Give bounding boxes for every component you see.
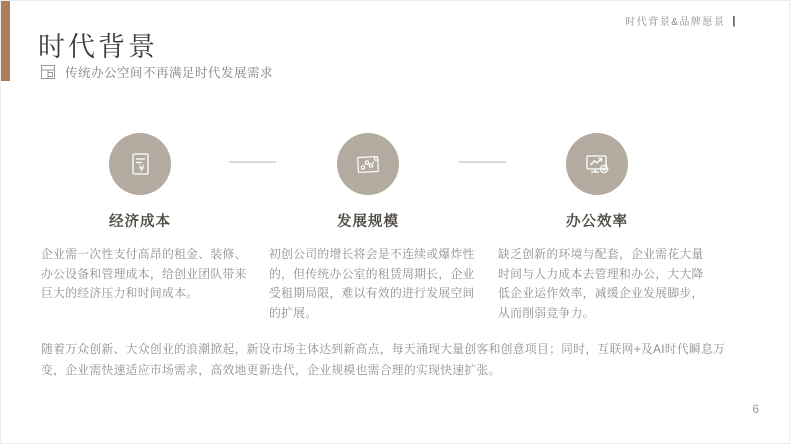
feature-column-economic-cost — [41, 129, 263, 304]
feature-description: 初创公司的增长将会是不连续或爆炸性的，但传统办公室的租赁周期长，企业受租期局限，难以有效的进行发展空间的扩展。 — [269, 247, 475, 320]
grid-layout-icon — [40, 64, 56, 80]
subtitle-label: 传统办公空间不再满足时代发展需求 — [65, 66, 274, 80]
breadcrumb-label: 时代背景&品牌愿景 — [625, 17, 726, 28]
connector-line — [459, 161, 506, 163]
icon-circle — [337, 133, 399, 195]
feature-label: 经济成本 — [109, 214, 171, 230]
page-title: 时代背景 — [38, 32, 158, 62]
growth-chart-icon — [352, 148, 384, 180]
icon-circle — [566, 133, 628, 195]
footer-paragraph: 随着万众创新、大众创业的浪潮掀起，新设市场主体达到新高点，每天涌现大量创客和创意项目；同时，互联网+及AI时代瞬息万变，企业需快速适应市场需求，高效地更新迭代，企业规模也需合理的实现快速扩张。 — [41, 342, 726, 377]
invoice-yuan-icon — [124, 148, 156, 180]
feature-column-office-efficiency — [498, 129, 720, 323]
feature-label: 办公效率 — [566, 214, 628, 230]
monitor-gear-icon — [581, 148, 613, 180]
icon-circle — [109, 133, 171, 195]
breadcrumb — [625, 13, 737, 28]
page-number: 6 — [752, 402, 759, 416]
feature-column-development-scale — [269, 129, 491, 323]
accent-bar — [1, 1, 10, 81]
feature-description: 缺乏创新的环境与配套，企业需花大量时间与人力成本去管理和办公，大大降低企业运作效率，减缓企业发展脚步，从而削弱竞争力。 — [498, 247, 704, 320]
svg-text:¥: ¥ — [138, 163, 145, 175]
subtitle-row — [40, 63, 273, 81]
feature-description: 企业需一次性支付高昂的租金、装修、办公设备和管理成本，给创业团队带来巨大的经济压力和时间成本。 — [41, 247, 247, 300]
breadcrumb-divider: | — [732, 14, 737, 27]
feature-label: 发展规模 — [337, 214, 399, 230]
connector-line — [229, 161, 276, 163]
